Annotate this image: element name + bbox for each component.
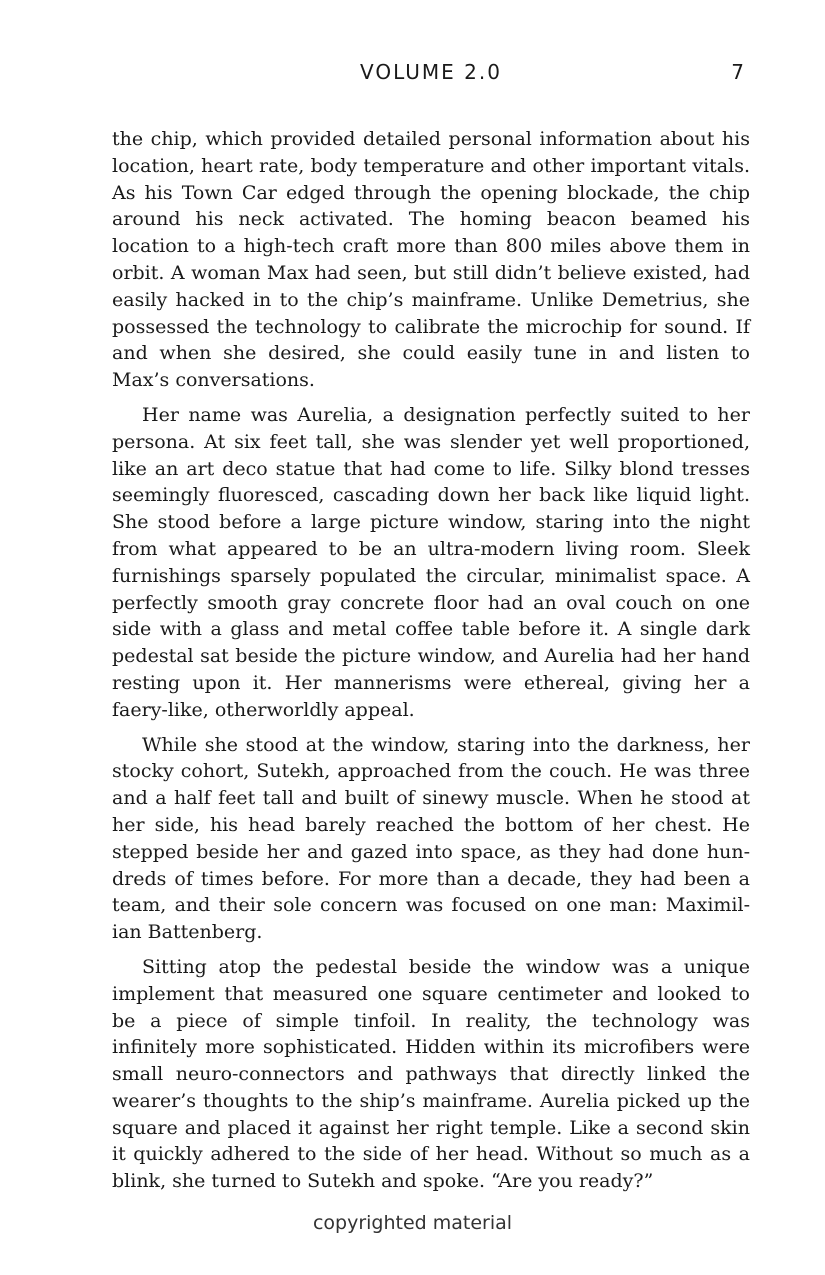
- paragraph: Sitting atop the pedestal beside the window was a unique implement that measured one square centimeter and looked to be a piece of simple tinfoil. In reality, the technology was infinitely more sophisticated. Hidden within its microfibers were small neuro-connectors and pathways that directly linked the wearer’s thoughts to the ship’s mainframe. Aurelia picked up the square and placed it against her right temple. Like a second skin it quickly adhered to the side of her head. Without so much as a blink, she turned to Sutekh and spoke. “Are you ready?”: [112, 955, 750, 1193]
- copyright-footer: copyrighted material: [312, 1212, 513, 1234]
- paragraph: the chip, which provided detailed personal information about his location, heart rate, body temperature and other important vitals. As his Town Car edged through the opening blockade, the chip around his neck activated. The homing beacon beamed his location to a high-tech craft more than 800 miles above them in orbit. A woman Max had seen, but still didn’t believe existed, had easily hacked in to the chip’s mainframe. Unlike Demetrius, she possessed the technology to calibrate the microchip for sound. If and when she desired, she could easily tune in and listen to Max’s conversations.: [112, 128, 750, 392]
- page-number: 7: [731, 60, 744, 84]
- body-text: [112, 126, 750, 1203]
- paragraph: While she stood at the window, staring into the darkness, her stocky cohort, Sutekh, approached from the couch. He was three and a half feet tall and built of sinewy muscle. When he stood at her side, his head barely reached the bottom of her chest. He stepped beside her and gazed into space, as they had done hundreds of times before. For more than a decade, they had been a team, and their sole concern was focused on one man: Maximilian Battenberg.: [112, 733, 750, 944]
- page-header: [112, 60, 750, 90]
- running-head: VOLUME 2.0: [360, 60, 502, 84]
- paragraph: Her name was Aurelia, a designation perfectly suited to her persona. At six feet tall, she was slender yet well proportioned, like an art deco statue that had come to life. Silky blond tresses seemingly fluoresced, cascading down her back like liquid light. She stood before a large picture window, staring into the night from what appeared to be an ultra-modern living room. Sleek furnishings sparsely populated the circular, minimalist space. A perfectly smooth gray concrete floor had an oval couch on one side with a glass and metal coffee table before it. A single dark pedestal sat beside the picture window, and Aurelia had her hand resting upon it. Her mannerisms were ethereal, giving her a faery-like, otherworldly appeal.: [112, 403, 750, 721]
